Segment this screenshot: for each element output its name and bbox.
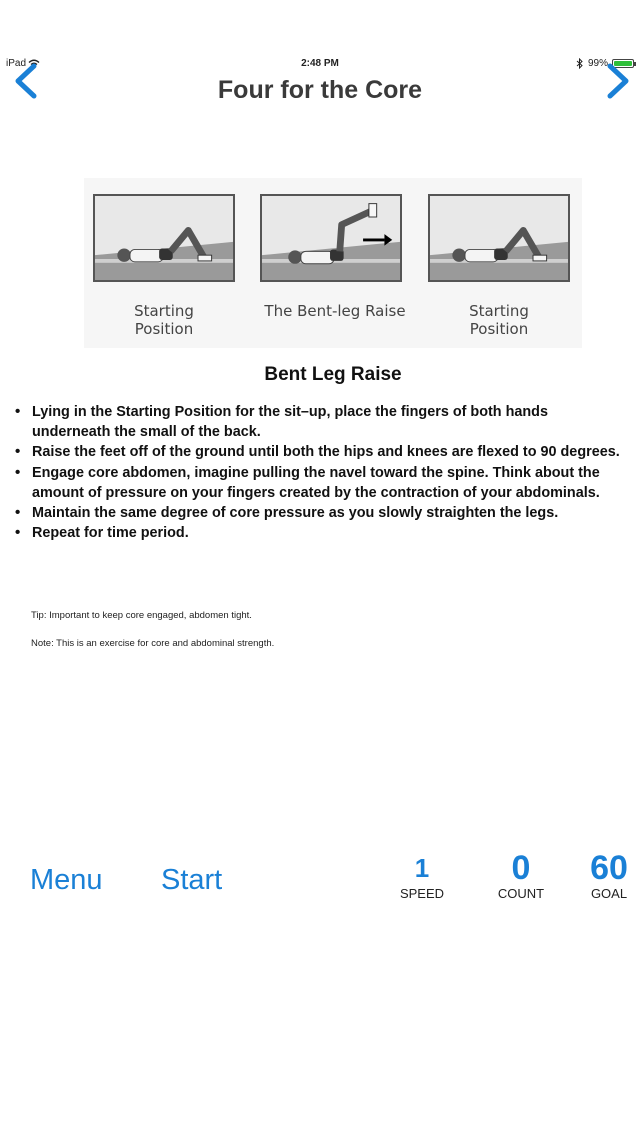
- speed-label: SPEED: [399, 886, 445, 901]
- count-stat: [471, 850, 571, 901]
- speed-stat[interactable]: [372, 850, 472, 901]
- list-item: • Raise the feet off of the ground until both the hips and knees are flexed to 90 degrees.: [14, 442, 629, 462]
- page-title: Four for the Core: [217, 76, 423, 104]
- caption-starting-position: Starting Position: [134, 302, 194, 338]
- next-button[interactable]: [602, 62, 634, 100]
- caption-starting-position-2: Starting Position: [469, 302, 529, 338]
- battery-percent: 99%: [587, 58, 608, 69]
- speed-value: 1: [414, 853, 430, 883]
- start-button[interactable]: Start: [161, 864, 223, 896]
- status-time: 2:48 PM: [301, 58, 339, 69]
- bent-leg-raise-image: [260, 194, 402, 282]
- exercise-figure: [84, 178, 582, 348]
- menu-button[interactable]: Menu: [30, 864, 103, 896]
- goal-stat[interactable]: [559, 850, 640, 901]
- note-text: Note: This is an exercise for core and abdominal strength.: [31, 638, 275, 649]
- chevron-right-icon: [602, 62, 634, 100]
- list-item: • Lying in the Starting Position for the sit–up, place the fingers of both hands underneath the small of the back.: [14, 402, 629, 442]
- list-item: • Maintain the same degree of core pressure as you slowly straighten the legs.: [14, 503, 629, 523]
- bluetooth-icon: [576, 58, 584, 69]
- starting-position-image: [93, 194, 235, 282]
- count-label: COUNT: [497, 886, 545, 901]
- steps-list: [14, 402, 629, 543]
- count-value: 0: [511, 849, 531, 887]
- exercise-title: Bent Leg Raise: [264, 364, 402, 385]
- goal-value: 60: [590, 849, 628, 887]
- list-item: • Engage core abdomen, imagine pulling the navel toward the spine. Think about the amount of pressure on your fingers created by the contraction of your abdominals.: [14, 463, 629, 503]
- return-position-image: [428, 194, 570, 282]
- goal-label: GOAL: [590, 886, 628, 901]
- list-item: • Repeat for time period.: [14, 523, 629, 543]
- tip-text: Tip: Important to keep core engaged, abdomen tight.: [31, 610, 252, 621]
- caption-bent-leg-raise: The Bent-leg Raise: [264, 302, 406, 320]
- device-label: iPad: [6, 58, 27, 69]
